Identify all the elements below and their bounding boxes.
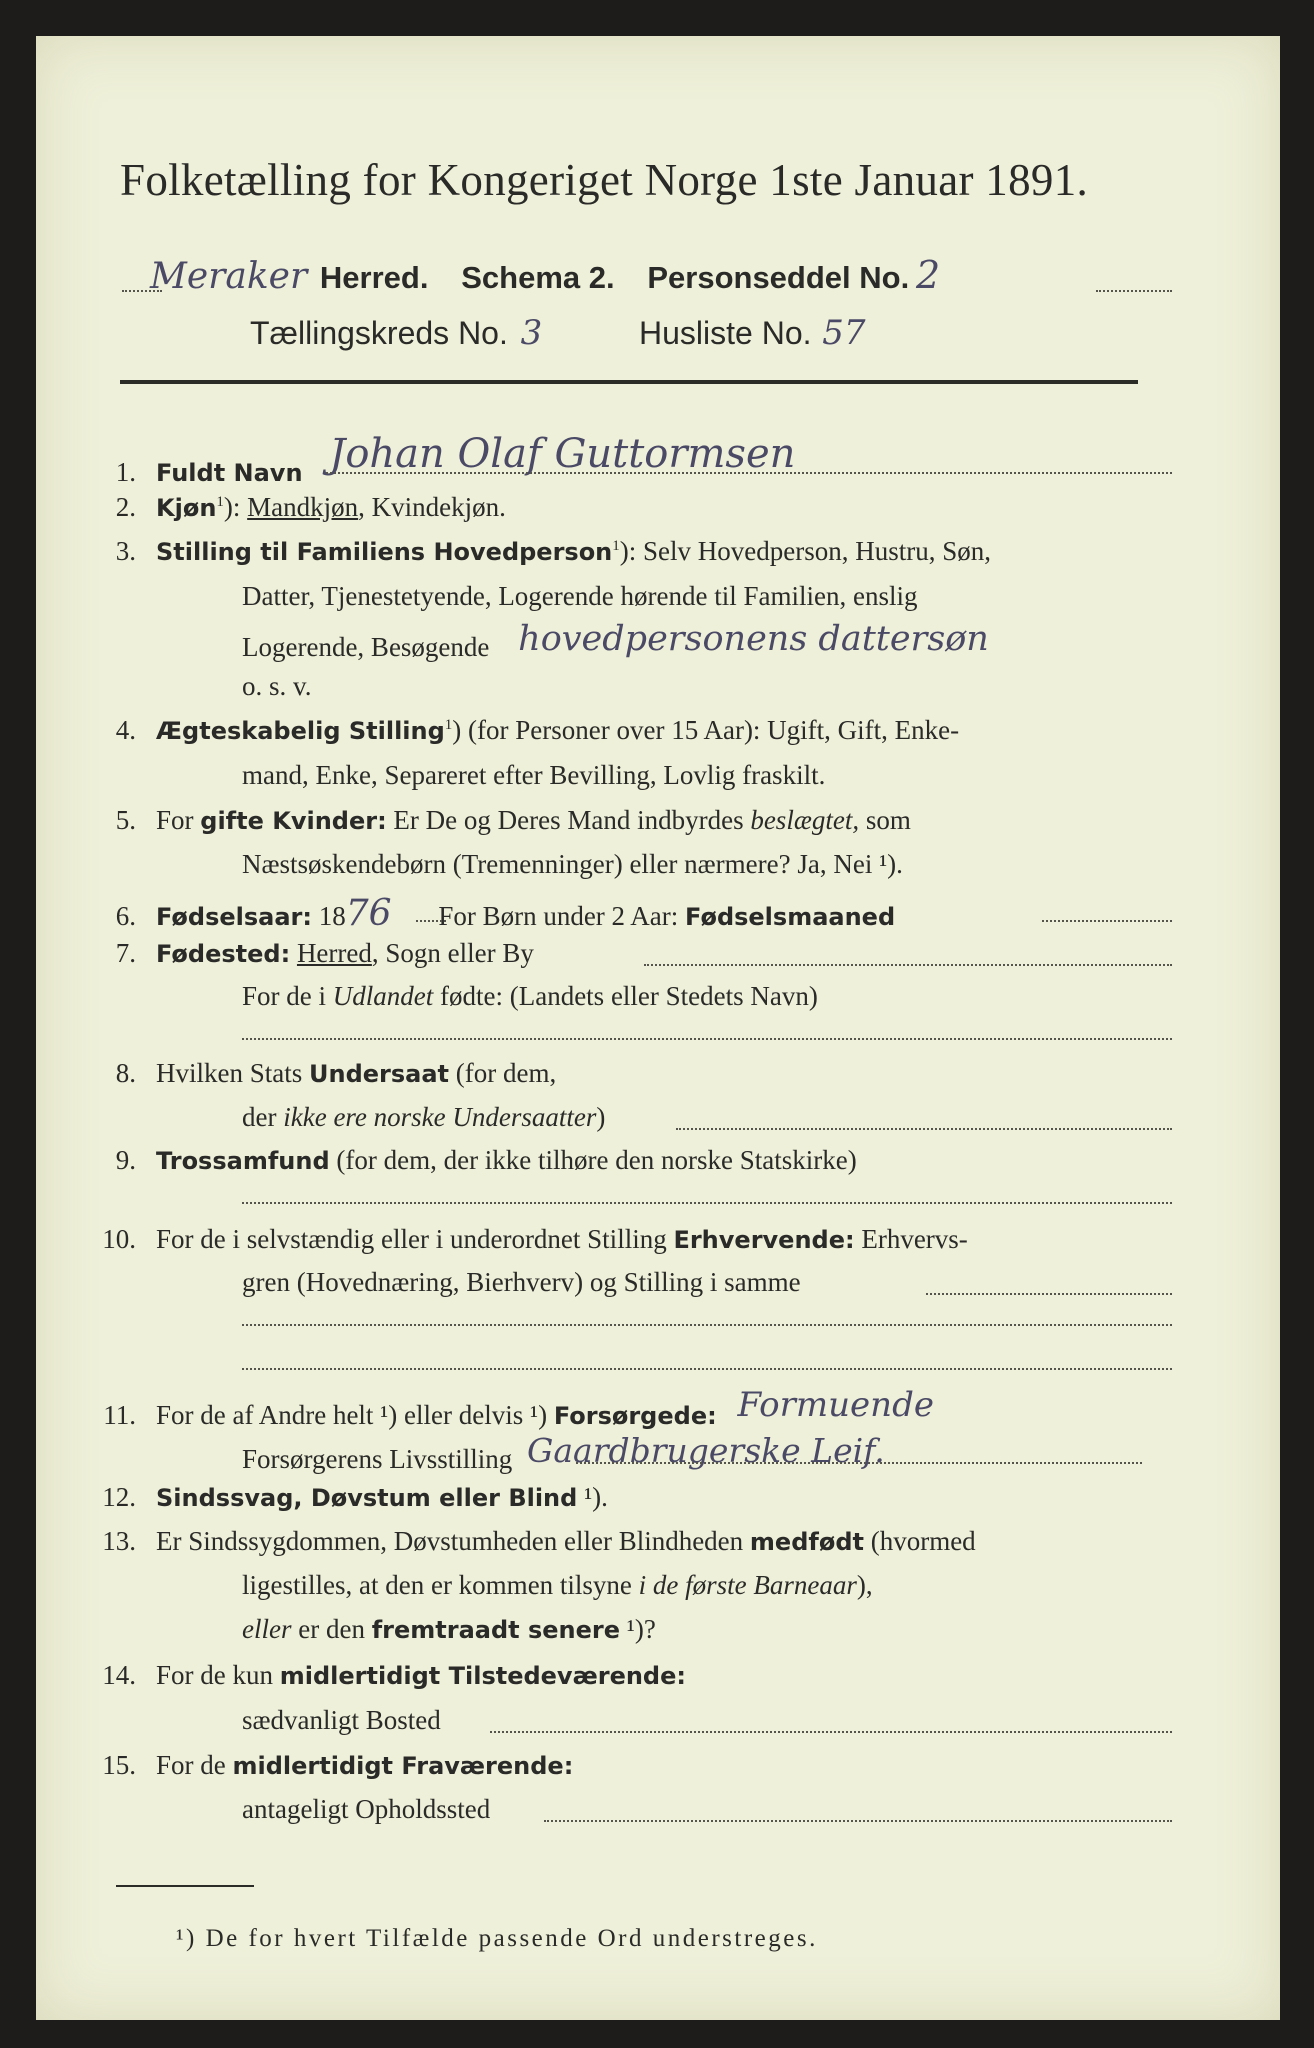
birth-year-dotted-line [416, 920, 446, 922]
birth-year-answer: 76 [345, 893, 392, 934]
personseddel-label: Personseddel No. [647, 260, 910, 295]
disability-label: Sindssvag, Døvstum [156, 1484, 431, 1512]
item-number: 9. [115, 1145, 136, 1175]
congenital-line-2 [242, 1572, 873, 1599]
usual-residence-dotted-line [490, 1731, 1172, 1733]
item-14 [78, 1662, 686, 1689]
religion-label: Trossamfund [156, 1147, 330, 1175]
marital-status-label: Ægteskabelig Stilling [156, 717, 445, 745]
item-14-pre: For de kun [156, 1660, 280, 1690]
married-women-line-2: Næstsøskendebørn (Tremenninger) eller nærmere? Ja, Nei ¹). [242, 849, 903, 879]
personseddel-dotted-line [1096, 290, 1172, 292]
family-position-osv: o. s. v. [242, 671, 312, 701]
birthplace-line-2 [242, 983, 818, 1010]
item-11 [78, 1385, 934, 1430]
family-position-answer: hovedpersonens dattersøn [518, 619, 989, 659]
marital-status-options-2: mand, Enke, Separeret efter Bevilling, Lovlig fraskilt. [242, 760, 826, 790]
birth-year-label: Fødselsaar: [156, 903, 312, 931]
religion-dotted-line [242, 1202, 1172, 1204]
religion-text: (for dem, der ikke tilhøre den norske Statskirke) [329, 1145, 857, 1175]
married-women-label: gifte Kvinder: [200, 807, 387, 835]
item-number: 11. [103, 1400, 136, 1430]
congenital-label: medfødt [749, 1528, 864, 1556]
birthplace-abroad-italic: Udlandet [332, 981, 434, 1011]
nationality-line-2 [242, 1104, 605, 1131]
full-name-answer: Johan Olaf Guttormsen [329, 431, 796, 477]
family-position-options-3 [242, 619, 989, 663]
item-2 [78, 494, 506, 521]
nationality-dotted-line [676, 1128, 1172, 1130]
marital-status-options-1: ) (for Personer over 15 Aar): Ugift, Gift, Enke- [452, 715, 960, 745]
congenital-line-3-post: ¹)? [620, 1614, 656, 1644]
personseddel-number: 2 [915, 253, 941, 297]
item-8 [78, 1060, 556, 1087]
footnote-ref: 1 [612, 538, 620, 554]
supported-answer: Formuende [737, 1385, 934, 1425]
footnote-ref: 1 [444, 717, 453, 733]
birthplace-options: , Sogn eller By [371, 938, 534, 968]
item-number: 5. [115, 805, 136, 835]
item-number: 10. [102, 1224, 136, 1254]
birth-month-label: Fødselsmaaned [685, 903, 896, 931]
item-1 [78, 431, 796, 488]
temporarily-absent-label: midlertidigt Fraværende: [232, 1752, 574, 1780]
item-10-post: Erhvervs- [854, 1224, 968, 1254]
supporter-line [242, 1431, 885, 1474]
item-7 [78, 940, 534, 967]
full-name-label: Fuldt Navn [156, 459, 303, 487]
herred-dotted-line [122, 290, 162, 292]
item-5-post: som [859, 805, 911, 835]
footnote-ref: 1 [216, 494, 224, 510]
family-position-options-1: ): Selv Hovedperson, Hustru, Søn, [619, 536, 992, 566]
item-number: 8. [115, 1058, 136, 1088]
birthplace-abroad-dotted-line [242, 1038, 1172, 1040]
item-number: 1. [115, 457, 136, 487]
birthplace-label: Fødested: [156, 940, 291, 968]
item-9 [78, 1147, 857, 1174]
nationality-label: Undersaat [309, 1060, 450, 1088]
item-12 [78, 1484, 608, 1511]
congenital-line-3 [242, 1616, 656, 1643]
family-position-options-3-text: Logerende, Besøgende [242, 632, 490, 662]
item-number: 15. [102, 1750, 136, 1780]
congenital-line-2-post: ), [856, 1570, 873, 1600]
blind-label: Blind [508, 1484, 578, 1512]
item-15 [78, 1752, 573, 1779]
birth-month-dotted-line [1042, 920, 1172, 922]
usual-residence-label: sædvanligt Bosted [242, 1705, 441, 1735]
sex-option-male-underlined: Mandkjøn [247, 492, 359, 522]
item-11-pre: For de af Andre helt ¹) eller delvis ¹) [156, 1400, 554, 1430]
sex-option-female: , Kvindekjøn. [358, 492, 506, 522]
husliste-label: Husliste No. [639, 315, 812, 351]
sex-sep: ): [223, 492, 248, 522]
item-8-pre: Hvilken Stats [156, 1058, 309, 1088]
occupation-dotted-line-2 [242, 1324, 1172, 1326]
occupation-dotted-line-1 [926, 1293, 1172, 1295]
item-10-pre: For de i selvstændig eller i underordnet Stilling [156, 1224, 674, 1254]
item-15-pre: For de [156, 1750, 233, 1780]
later-onset-label: fremtraadt senere [371, 1616, 621, 1644]
herred-name-handwritten: Meraker [150, 256, 308, 297]
item-5-italic: beslægtet, [750, 805, 860, 835]
congenital-line-2-pre: ligestilles, at den er kommen tilsyne [242, 1570, 639, 1600]
probable-residence-dotted-line [544, 1820, 1172, 1822]
nationality-line-2-post: ) [596, 1102, 606, 1132]
census-form-sheet [36, 36, 1280, 2020]
herred-label: Herred. [319, 260, 429, 295]
congenital-italic: i de første Barneaar [638, 1570, 857, 1600]
full-name-dotted-line [326, 472, 1172, 474]
item-13-post: (hvormed [863, 1526, 976, 1556]
kreds-number: 3 [520, 313, 543, 353]
husliste-number: 57 [822, 313, 866, 353]
item-number: 14. [102, 1660, 136, 1690]
sex-label: Kjøn [156, 494, 217, 522]
temporarily-present-label: midlertidigt Tilstedeværende: [279, 1662, 686, 1690]
herred-line [120, 253, 941, 297]
item-5-mid: Er De og Deres Mand indbyrdes [386, 805, 751, 835]
birth-month-text: For Børn under 2 Aar: [438, 901, 686, 931]
congenital-line-3-italic: eller [242, 1614, 292, 1644]
item-number: 13. [102, 1526, 136, 1556]
birthplace-line-2-pre: For de i [242, 981, 333, 1011]
family-position-options-2: Datter, Tjenestetyende, Logerende hørende til Familien, enslig [242, 581, 918, 611]
item-number: 6. [115, 901, 136, 931]
item-number: 7. [115, 938, 136, 968]
family-position-label: Stilling til Familiens Hovedperson [156, 538, 613, 566]
supported-label: Forsørgede: [553, 1402, 717, 1430]
item-13 [78, 1528, 976, 1555]
item-5-pre: For [156, 805, 201, 835]
disability-mid: eller [430, 1484, 509, 1512]
item-10 [78, 1226, 968, 1253]
item-number: 12. [102, 1482, 136, 1512]
item-number: 4. [115, 715, 136, 745]
birthplace-dotted-line [644, 964, 1172, 966]
item-number: 3. [115, 536, 136, 566]
footnote-rule [116, 1885, 254, 1887]
supporter-dotted-line [576, 1462, 1142, 1464]
congenital-line-3-mid: er den [291, 1614, 372, 1644]
birthplace-option-herred-underlined: Herred [296, 938, 372, 968]
footnote: ¹) De for hvert Tilfælde passende Ord understreges. [176, 1925, 818, 1952]
item-13-pre: Er Sindssygdommen, Døvstumheden eller Blindheden [156, 1526, 750, 1556]
schema-label: Schema 2. [461, 260, 615, 295]
occupation-dotted-line-3 [242, 1368, 1172, 1370]
probable-residence-label: antageligt Opholdssted [242, 1794, 491, 1824]
item-5 [78, 807, 911, 834]
nationality-line-2-pre: der [242, 1102, 284, 1132]
disability-post: ¹). [577, 1482, 608, 1512]
occupation-line-2: gren (Hovednæring, Bierhverv) og Stilling i samme [242, 1267, 801, 1297]
supporter-occupation-label: Forsørgerens Livsstilling [242, 1444, 513, 1474]
kreds-label: Tællingskreds No. [250, 315, 508, 351]
form-title: Folketælling for Kongeriget Norge 1ste Januar 1891. [120, 155, 1089, 205]
supporter-occupation-answer: Gaardbrugerske Leif. [527, 1431, 885, 1470]
occupation-label: Erhvervende: [673, 1226, 855, 1254]
item-8-post: (for dem, [449, 1058, 557, 1088]
nationality-italic: ikke ere norske Undersaatter [283, 1102, 597, 1132]
birthplace-line-2-post: fødte: (Landets eller Stedets Navn) [433, 981, 818, 1011]
header-rule [120, 380, 1138, 384]
item-4 [78, 717, 959, 744]
birth-year-prefix: 18 [312, 901, 346, 931]
item-6 [78, 893, 896, 934]
item-3 [78, 538, 991, 565]
item-number: 2. [115, 492, 136, 522]
kreds-line [250, 313, 866, 353]
